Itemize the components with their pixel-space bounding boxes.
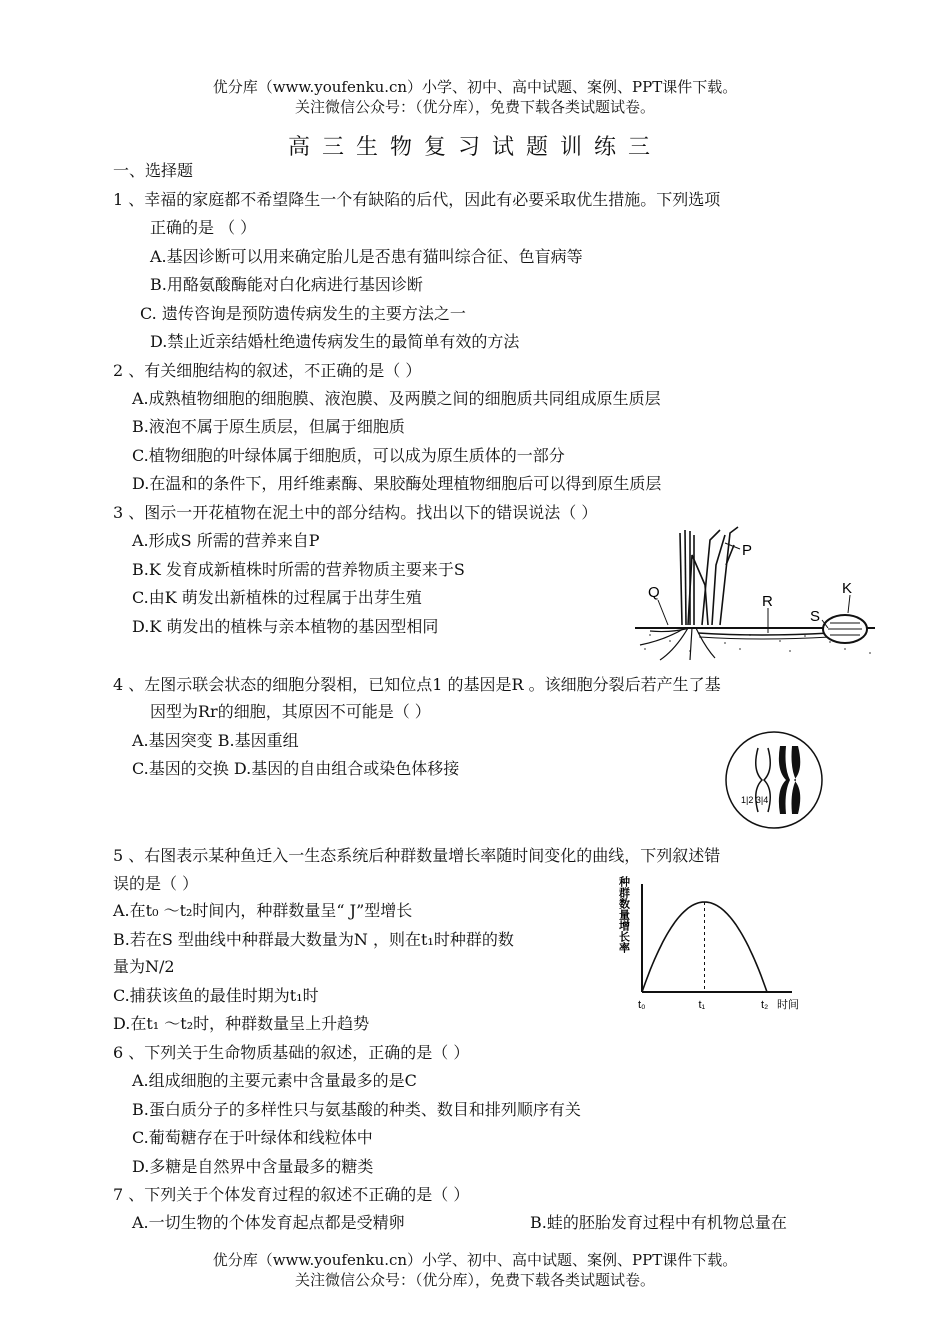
q6-stem: 6 、下列关于生命物质基础的叙述，正确的是（ ） xyxy=(113,1043,470,1062)
q6-option-c: C.葡萄糖存在于叶绿体和线粒体中 xyxy=(132,1128,373,1147)
growth-rate-chart xyxy=(617,870,810,1020)
label-p: P xyxy=(742,542,753,559)
q1-option-c: C. 遗传咨询是预防遗传病发生的主要方法之一 xyxy=(140,304,466,323)
q6-option-b: B.蛋白质分子的多样性只与氨基酸的种类、数目和排列顺序有关 xyxy=(132,1100,581,1119)
q3-stem: 3 、图示一开花植物在泥土中的部分结构。找出以下的错误说法（ ） xyxy=(113,503,598,522)
q7-option-a: A.一切生物的个体发育起点都是受精卵 xyxy=(132,1213,405,1232)
header-line-2: 关注微信公众号：（优分库），免费下载各类试题试卷。 xyxy=(294,98,655,116)
x-tick-t0: t₀ xyxy=(638,999,646,1011)
y-axis-label: 种群数量增长率 xyxy=(617,876,631,953)
rhizome-lower xyxy=(700,637,830,639)
x-tick-t1: t₁ xyxy=(698,999,706,1011)
q3-option-d: D.K 萌发出的植株与亲本植物的基因型相同 xyxy=(132,617,439,636)
x-axis-label: 时间 xyxy=(777,998,799,1011)
q4-options-cd: C.基因的交换 D.基因的自由组合或染色体移接 xyxy=(132,759,460,778)
label-r: R xyxy=(762,593,773,610)
footer-line-1: 优分库（www.youfenku.cn）小学、初中、高中试题、案例、PPT课件下载。 xyxy=(212,1251,738,1269)
q4-stem: 4 、左图示联会状态的细胞分裂相，已知位点1 的基因是R 。该细胞分裂后若产生了基 xyxy=(113,675,721,694)
q1-option-b: B.用酪氨酸酶能对白化病进行基因诊断 xyxy=(150,275,423,294)
leader-q xyxy=(658,600,668,625)
locus-labels: 1|2 3|4 xyxy=(741,795,769,805)
cell-outline xyxy=(726,732,822,828)
q3-option-a: A.形成S 所需的营养来自P xyxy=(132,531,320,550)
q5-option-b: B.若在S 型曲线中种群最大数量为N ，则在t₁时种群的数 xyxy=(113,930,514,949)
leader-k xyxy=(848,595,850,613)
header-line-1: 优分库（www.youfenku.cn）小学、初中、高中试题、案例、PPT课件下载。 xyxy=(212,78,738,96)
plant-diagram xyxy=(630,525,880,665)
q1-stem: 1 、幸福的家庭都不希望降生一个有缺陷的后代，因此有必要采取优生措施。下列选项 xyxy=(113,190,721,209)
q2-option-a: A.成熟植物细胞的细胞膜、液泡膜、及两膜之间的细胞质共同组成原生质层 xyxy=(132,389,661,408)
footer-line-2: 关注微信公众号：（优分库），免费下载各类试题试卷。 xyxy=(294,1271,655,1289)
q2-option-c: C.植物细胞的叶绿体属于细胞质，可以成为原生质体的一部分 xyxy=(132,446,565,465)
q5-stem-cont: 误的是（ ） xyxy=(113,874,199,893)
plant-stems xyxy=(680,527,738,625)
q5-option-a: A.在t₀ ～t₂时间内，种群数量呈“ J”型增长 xyxy=(113,901,413,920)
x-tick-t2: t₂ xyxy=(761,999,769,1011)
q3-option-b: B.K 发育成新植株时所需的营养物质主要来于S xyxy=(132,560,465,579)
q4-options-ab: A.基因突变 B.基因重组 xyxy=(132,731,299,750)
q1-option-a: A.基因诊断可以用来确定胎儿是否患有猫叫综合征、色盲病等 xyxy=(150,247,583,266)
q5-stem: 5 、右图表示某种鱼迁入一生态系统后种群数量增长率随时间变化的曲线，下列叙述错 xyxy=(113,846,721,865)
label-q: Q xyxy=(648,584,660,601)
q2-option-d: D.在温和的条件下，用纤维素酶、果胶酶处理植物细胞后可以得到原生质层 xyxy=(132,474,662,493)
chromosome-diagram xyxy=(718,730,830,830)
q5-option-b-cont: 量为N/2 xyxy=(113,957,175,976)
q1-stem-cont: 正确的是 （ ） xyxy=(150,218,257,237)
q7-stem: 7 、下列关于个体发育过程的叙述不正确的是（ ） xyxy=(113,1185,470,1204)
q4-stem-cont: 因型为Rr的细胞，其原因不可能是（ ） xyxy=(150,702,431,721)
q7-option-b: B.蛙的胚胎发育过程中有机物总量在 xyxy=(530,1213,787,1232)
q2-option-b: B.液泡不属于原生质层，但属于细胞质 xyxy=(132,417,405,436)
section-heading: 一、选择题 xyxy=(113,161,194,180)
q5-option-d: D.在t₁ ～t₂时，种群数量呈上升趋势 xyxy=(113,1014,370,1033)
q2-stem: 2 、有关细胞结构的叙述，不正确的是（ ） xyxy=(113,361,422,380)
q3-option-c: C.由K 萌发出新植株的过程属于出芽生殖 xyxy=(132,588,422,607)
q5-option-c: C.捕获该鱼的最佳时期为t₁时 xyxy=(113,986,319,1005)
q6-option-d: D.多糖是自然界中含量最多的糖类 xyxy=(132,1157,374,1176)
q6-option-a: A.组成细胞的主要元素中含量最多的是C xyxy=(132,1071,417,1090)
page-title: 高三生物复习试题训练三 xyxy=(287,135,662,160)
q1-option-d: D.禁止近亲结婚杜绝遗传病发生的最简单有效的方法 xyxy=(150,332,520,351)
label-s: S xyxy=(810,608,821,625)
label-k: K xyxy=(842,580,853,597)
rhizome xyxy=(698,633,830,635)
